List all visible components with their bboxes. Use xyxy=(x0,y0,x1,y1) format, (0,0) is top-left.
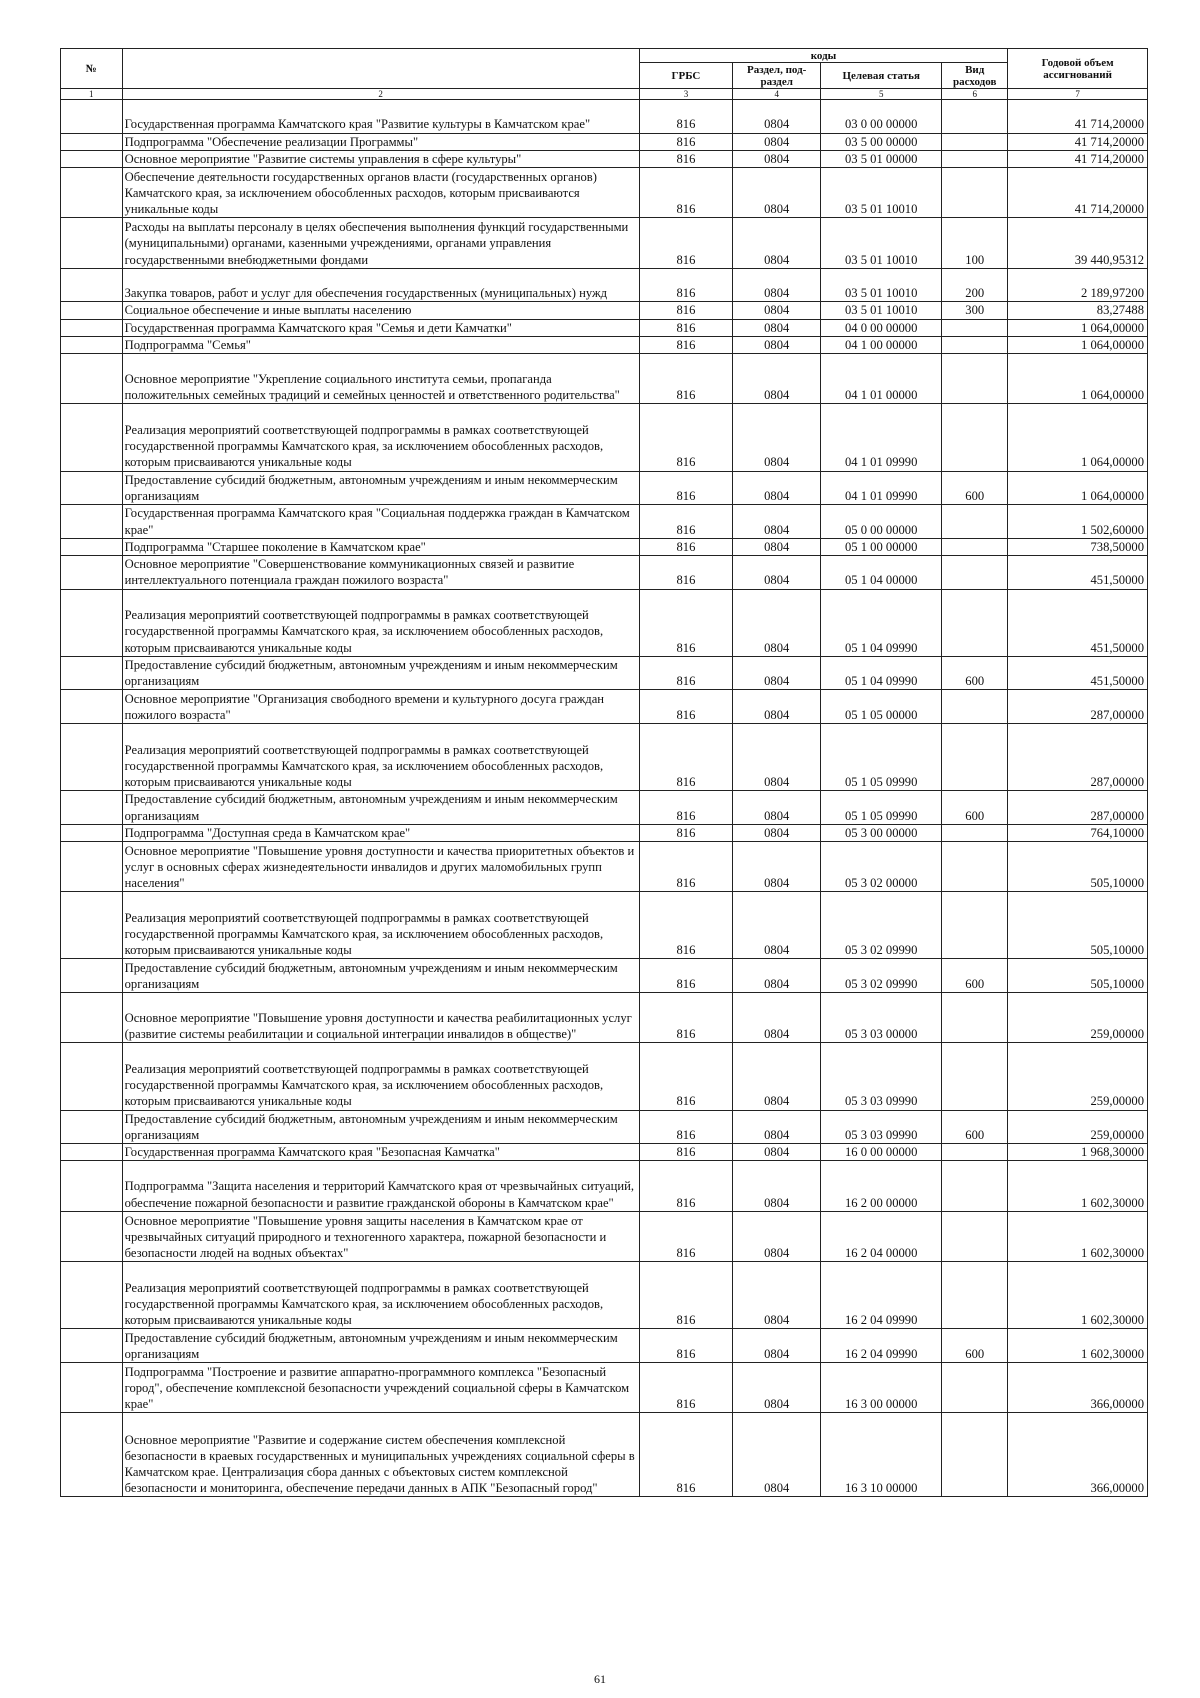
row-article-cell: 05 1 04 09990 xyxy=(821,656,942,690)
table-row xyxy=(61,959,1148,993)
row-name-cell: Реализация мероприятий соответствующей подпрограммы в рамках соответствующей государственной программы Камчатского края, за исключением обособленных расходов, которым присваиваются уникальные коды xyxy=(122,1262,639,1329)
row-amount-cell: 764,10000 xyxy=(1008,824,1148,841)
row-article-cell: 05 3 02 09990 xyxy=(821,892,942,959)
row-number-cell xyxy=(61,268,123,302)
table-row xyxy=(61,218,1148,268)
row-expense-type-cell xyxy=(942,1363,1008,1413)
row-amount-cell: 1 064,00000 xyxy=(1008,353,1148,403)
row-grbs-cell: 816 xyxy=(639,353,733,403)
row-article-cell: 16 2 00 00000 xyxy=(821,1161,942,1211)
row-number-cell xyxy=(61,841,123,891)
row-expense-type-cell: 600 xyxy=(942,959,1008,993)
row-article-cell: 16 3 00 00000 xyxy=(821,1363,942,1413)
table-row xyxy=(61,841,1148,891)
row-number-cell xyxy=(61,690,123,724)
row-expense-type-cell: 600 xyxy=(942,791,1008,825)
column-number: 5 xyxy=(821,89,942,100)
row-name-cell: Обеспечение деятельности государственных органов власти (государственных органов) Камчатского края, за исключением обособленных расходов, которым присваиваются уникальные коды xyxy=(122,168,639,218)
row-expense-type-cell xyxy=(942,824,1008,841)
row-grbs-cell: 816 xyxy=(639,319,733,336)
row-grbs-cell: 816 xyxy=(639,959,733,993)
table-row xyxy=(61,336,1148,353)
row-name-cell: Подпрограмма "Обеспечение реализации Программы" xyxy=(122,133,639,150)
row-amount-cell: 287,00000 xyxy=(1008,791,1148,825)
row-number-cell xyxy=(61,993,123,1043)
row-amount-cell: 259,00000 xyxy=(1008,993,1148,1043)
row-number-cell xyxy=(61,1144,123,1161)
row-amount-cell: 41 714,20000 xyxy=(1008,168,1148,218)
row-article-cell: 16 3 10 00000 xyxy=(821,1413,942,1497)
header-no: № xyxy=(61,49,123,89)
row-amount-cell: 39 440,95312 xyxy=(1008,218,1148,268)
row-number-cell xyxy=(61,336,123,353)
row-section-cell: 0804 xyxy=(733,218,821,268)
row-grbs-cell: 816 xyxy=(639,656,733,690)
row-grbs-cell: 816 xyxy=(639,1144,733,1161)
table-row xyxy=(61,1413,1148,1497)
row-number-cell xyxy=(61,319,123,336)
row-expense-type-cell xyxy=(942,690,1008,724)
column-number: 2 xyxy=(122,89,639,100)
row-expense-type-cell xyxy=(942,100,1008,134)
row-article-cell: 03 0 00 00000 xyxy=(821,100,942,134)
row-grbs-cell: 816 xyxy=(639,1043,733,1110)
row-expense-type-cell xyxy=(942,841,1008,891)
table-row xyxy=(61,268,1148,302)
row-number-cell xyxy=(61,959,123,993)
row-grbs-cell: 816 xyxy=(639,1211,733,1261)
row-expense-type-cell xyxy=(942,1161,1008,1211)
row-amount-cell: 451,50000 xyxy=(1008,656,1148,690)
row-article-cell: 04 1 00 00000 xyxy=(821,336,942,353)
row-name-cell: Предоставление субсидий бюджетным, автономным учреждениям и иным некоммерческим организациям xyxy=(122,791,639,825)
row-grbs-cell: 816 xyxy=(639,218,733,268)
row-article-cell: 03 5 01 00000 xyxy=(821,150,942,167)
table-row xyxy=(61,302,1148,319)
row-number-cell xyxy=(61,505,123,539)
row-expense-type-cell: 600 xyxy=(942,1329,1008,1363)
row-amount-cell: 1 502,60000 xyxy=(1008,505,1148,539)
row-section-cell: 0804 xyxy=(733,824,821,841)
row-name-cell: Реализация мероприятий соответствующей подпрограммы в рамках соответствующей государственной программы Камчатского края, за исключением обособленных расходов, которым присваиваются уникальные коды xyxy=(122,404,639,471)
row-section-cell: 0804 xyxy=(733,892,821,959)
row-grbs-cell: 816 xyxy=(639,555,733,589)
row-section-cell: 0804 xyxy=(733,133,821,150)
row-grbs-cell: 816 xyxy=(639,302,733,319)
row-name-cell: Основное мероприятие "Повышение уровня доступности и качества приоритетных объектов и услуг в основных сферах жизнедеятельности инвалидов и других маломобильных групп населения" xyxy=(122,841,639,891)
row-expense-type-cell xyxy=(942,150,1008,167)
row-amount-cell: 451,50000 xyxy=(1008,555,1148,589)
row-expense-type-cell: 300 xyxy=(942,302,1008,319)
row-amount-cell: 287,00000 xyxy=(1008,690,1148,724)
column-number: 6 xyxy=(942,89,1008,100)
row-name-cell: Социальное обеспечение и иные выплаты населению xyxy=(122,302,639,319)
table-row xyxy=(61,1144,1148,1161)
row-amount-cell: 41 714,20000 xyxy=(1008,100,1148,134)
row-grbs-cell: 816 xyxy=(639,268,733,302)
row-section-cell: 0804 xyxy=(733,1262,821,1329)
row-name-cell: Основное мероприятие "Развитие системы управления в сфере культуры" xyxy=(122,150,639,167)
row-section-cell: 0804 xyxy=(733,690,821,724)
row-amount-cell: 366,00000 xyxy=(1008,1413,1148,1497)
row-grbs-cell: 816 xyxy=(639,150,733,167)
row-name-cell: Основное мероприятие "Повышение уровня защиты населения в Камчатском крае от чрезвычайных ситуаций природного и техногенного характера, пожарной безопасности и безопасности людей на водных объектах" xyxy=(122,1211,639,1261)
row-expense-type-cell: 600 xyxy=(942,656,1008,690)
table-header xyxy=(61,49,1148,100)
row-amount-cell: 366,00000 xyxy=(1008,1363,1148,1413)
row-article-cell: 05 3 02 00000 xyxy=(821,841,942,891)
row-grbs-cell: 816 xyxy=(639,993,733,1043)
row-number-cell xyxy=(61,1161,123,1211)
header-name xyxy=(122,49,639,89)
row-number-cell xyxy=(61,1329,123,1363)
row-expense-type-cell xyxy=(942,168,1008,218)
row-name-cell: Подпрограмма "Доступная среда в Камчатском крае" xyxy=(122,824,639,841)
table-row xyxy=(61,100,1148,134)
row-section-cell: 0804 xyxy=(733,168,821,218)
row-name-cell: Основное мероприятие "Развитие и содержание систем обеспечения комплексной безопасности в краевых государственных и муниципальных учреждениях социальной сферы в Камчатском крае. Централизация сбора данных с объектовых систем комплексной безопасности и мониторинга, обеспечение передачи данных в АПК "Безопасный город" xyxy=(122,1413,639,1497)
row-grbs-cell: 816 xyxy=(639,336,733,353)
row-grbs-cell: 816 xyxy=(639,791,733,825)
row-number-cell xyxy=(61,723,123,790)
row-article-cell: 03 5 01 10010 xyxy=(821,168,942,218)
row-amount-cell: 505,10000 xyxy=(1008,959,1148,993)
column-number-row xyxy=(61,89,1148,100)
row-amount-cell: 1 602,30000 xyxy=(1008,1329,1148,1363)
row-expense-type-cell xyxy=(942,404,1008,471)
row-number-cell xyxy=(61,538,123,555)
row-article-cell: 16 2 04 09990 xyxy=(821,1329,942,1363)
row-grbs-cell: 816 xyxy=(639,1329,733,1363)
table-row xyxy=(61,892,1148,959)
row-number-cell xyxy=(61,353,123,403)
row-expense-type-cell xyxy=(942,1144,1008,1161)
table-body xyxy=(61,100,1148,1497)
row-expense-type-cell xyxy=(942,892,1008,959)
row-section-cell: 0804 xyxy=(733,1363,821,1413)
table-row xyxy=(61,404,1148,471)
row-amount-cell: 505,10000 xyxy=(1008,841,1148,891)
row-section-cell: 0804 xyxy=(733,404,821,471)
row-expense-type-cell: 600 xyxy=(942,471,1008,505)
row-section-cell: 0804 xyxy=(733,1211,821,1261)
table-row xyxy=(61,723,1148,790)
row-grbs-cell: 816 xyxy=(639,824,733,841)
row-article-cell: 05 1 00 00000 xyxy=(821,538,942,555)
row-article-cell: 05 3 02 09990 xyxy=(821,959,942,993)
row-expense-type-cell xyxy=(942,1211,1008,1261)
row-expense-type-cell: 200 xyxy=(942,268,1008,302)
row-number-cell xyxy=(61,1363,123,1413)
row-amount-cell: 83,27488 xyxy=(1008,302,1148,319)
row-amount-cell: 41 714,20000 xyxy=(1008,150,1148,167)
row-amount-cell: 2 189,97200 xyxy=(1008,268,1148,302)
row-grbs-cell: 816 xyxy=(639,1161,733,1211)
row-section-cell: 0804 xyxy=(733,538,821,555)
row-expense-type-cell xyxy=(942,505,1008,539)
table-row xyxy=(61,1211,1148,1261)
row-amount-cell: 1 602,30000 xyxy=(1008,1262,1148,1329)
row-article-cell: 05 1 05 00000 xyxy=(821,690,942,724)
row-amount-cell: 259,00000 xyxy=(1008,1043,1148,1110)
row-name-cell: Основное мероприятие "Повышение уровня доступности и качества реабилитационных услуг (развитие системы реабилитации и социальной интеграции инвалидов в обществе)" xyxy=(122,993,639,1043)
row-article-cell: 03 5 01 10010 xyxy=(821,268,942,302)
row-article-cell: 05 1 05 09990 xyxy=(821,791,942,825)
row-section-cell: 0804 xyxy=(733,150,821,167)
table-row xyxy=(61,505,1148,539)
row-section-cell: 0804 xyxy=(733,1413,821,1497)
row-grbs-cell: 816 xyxy=(639,168,733,218)
row-number-cell xyxy=(61,100,123,134)
table-row xyxy=(61,824,1148,841)
row-expense-type-cell xyxy=(942,555,1008,589)
row-section-cell: 0804 xyxy=(733,1329,821,1363)
row-number-cell xyxy=(61,1413,123,1497)
row-amount-cell: 505,10000 xyxy=(1008,892,1148,959)
row-article-cell: 04 0 00 00000 xyxy=(821,319,942,336)
row-expense-type-cell: 600 xyxy=(942,1110,1008,1144)
row-amount-cell: 1 064,00000 xyxy=(1008,336,1148,353)
row-number-cell xyxy=(61,656,123,690)
row-article-cell: 05 3 00 00000 xyxy=(821,824,942,841)
row-name-cell: Предоставление субсидий бюджетным, автономным учреждениям и иным некоммерческим организациям xyxy=(122,1110,639,1144)
budget-table xyxy=(60,48,1148,1497)
row-name-cell: Основное мероприятие "Совершенствование коммуникационных связей и развитие интеллектуального потенциала граждан пожилого возраста" xyxy=(122,555,639,589)
table-row xyxy=(61,1262,1148,1329)
row-grbs-cell: 816 xyxy=(639,538,733,555)
row-expense-type-cell xyxy=(942,1043,1008,1110)
row-grbs-cell: 816 xyxy=(639,892,733,959)
row-section-cell: 0804 xyxy=(733,841,821,891)
table-row xyxy=(61,133,1148,150)
row-grbs-cell: 816 xyxy=(639,1413,733,1497)
row-name-cell: Предоставление субсидий бюджетным, автономным учреждениям и иным некоммерческим организациям xyxy=(122,471,639,505)
row-number-cell xyxy=(61,892,123,959)
row-grbs-cell: 816 xyxy=(639,505,733,539)
header-grbs: ГРБС xyxy=(639,63,733,89)
row-article-cell: 03 5 01 10010 xyxy=(821,302,942,319)
row-section-cell: 0804 xyxy=(733,555,821,589)
row-name-cell: Подпрограмма "Построение и развитие аппаратно-программного комплекса "Безопасный город", обеспечение комплексной безопасности учреждений социальной сферы в Камчатском крае" xyxy=(122,1363,639,1413)
row-section-cell: 0804 xyxy=(733,302,821,319)
page-number: 61 xyxy=(594,1672,606,1686)
row-article-cell: 16 2 04 09990 xyxy=(821,1262,942,1329)
column-number: 1 xyxy=(61,89,123,100)
row-section-cell: 0804 xyxy=(733,959,821,993)
column-number: 3 xyxy=(639,89,733,100)
row-expense-type-cell xyxy=(942,353,1008,403)
row-number-cell xyxy=(61,302,123,319)
row-section-cell: 0804 xyxy=(733,1110,821,1144)
row-article-cell: 05 0 00 00000 xyxy=(821,505,942,539)
row-grbs-cell: 816 xyxy=(639,100,733,134)
table-row xyxy=(61,791,1148,825)
row-article-cell: 03 5 01 10010 xyxy=(821,218,942,268)
row-grbs-cell: 816 xyxy=(639,471,733,505)
row-number-cell xyxy=(61,589,123,656)
row-name-cell: Основное мероприятие "Организация свободного времени и культурного досуга граждан пожилого возраста" xyxy=(122,690,639,724)
row-number-cell xyxy=(61,150,123,167)
row-amount-cell: 451,50000 xyxy=(1008,589,1148,656)
row-section-cell: 0804 xyxy=(733,505,821,539)
row-number-cell xyxy=(61,824,123,841)
row-expense-type-cell xyxy=(942,336,1008,353)
row-number-cell xyxy=(61,168,123,218)
row-number-cell xyxy=(61,471,123,505)
header-expense-type: Вид расходов xyxy=(942,63,1008,89)
row-number-cell xyxy=(61,133,123,150)
row-section-cell: 0804 xyxy=(733,353,821,403)
row-name-cell: Предоставление субсидий бюджетным, автономным учреждениям и иным некоммерческим организациям xyxy=(122,656,639,690)
row-section-cell: 0804 xyxy=(733,1144,821,1161)
row-section-cell: 0804 xyxy=(733,656,821,690)
row-grbs-cell: 816 xyxy=(639,690,733,724)
row-amount-cell: 41 714,20000 xyxy=(1008,133,1148,150)
row-name-cell: Предоставление субсидий бюджетным, автономным учреждениям и иным некоммерческим организациям xyxy=(122,959,639,993)
table-row xyxy=(61,589,1148,656)
row-name-cell: Основное мероприятие "Укрепление социального института семьи, пропаганда положительных семейных традиций и семейных ценностей и ответственного родительства" xyxy=(122,353,639,403)
row-name-cell: Реализация мероприятий соответствующей подпрограммы в рамках соответствующей государственной программы Камчатского края, за исключением обособленных расходов, которым присваиваются уникальные коды xyxy=(122,723,639,790)
row-name-cell: Предоставление субсидий бюджетным, автономным учреждениям и иным некоммерческим организациям xyxy=(122,1329,639,1363)
row-amount-cell: 738,50000 xyxy=(1008,538,1148,555)
row-grbs-cell: 816 xyxy=(639,589,733,656)
row-number-cell xyxy=(61,1110,123,1144)
row-number-cell xyxy=(61,791,123,825)
row-amount-cell: 287,00000 xyxy=(1008,723,1148,790)
column-number: 7 xyxy=(1008,89,1148,100)
table-row xyxy=(61,690,1148,724)
row-name-cell: Государственная программа Камчатского края "Развитие культуры в Камчатском крае" xyxy=(122,100,639,134)
row-name-cell: Государственная программа Камчатского края "Социальная поддержка граждан в Камчатском крае" xyxy=(122,505,639,539)
row-amount-cell: 1 064,00000 xyxy=(1008,471,1148,505)
row-section-cell: 0804 xyxy=(733,993,821,1043)
row-name-cell: Подпрограмма "Старшее поколение в Камчатском крае" xyxy=(122,538,639,555)
row-article-cell: 05 1 05 09990 xyxy=(821,723,942,790)
table-row xyxy=(61,150,1148,167)
row-section-cell: 0804 xyxy=(733,471,821,505)
row-number-cell xyxy=(61,404,123,471)
row-expense-type-cell xyxy=(942,589,1008,656)
row-section-cell: 0804 xyxy=(733,336,821,353)
row-section-cell: 0804 xyxy=(733,319,821,336)
table-row xyxy=(61,656,1148,690)
row-section-cell: 0804 xyxy=(733,1161,821,1211)
row-name-cell: Государственная программа Камчатского края "Безопасная Камчатка" xyxy=(122,1144,639,1161)
row-article-cell: 04 1 01 00000 xyxy=(821,353,942,403)
row-amount-cell: 1 064,00000 xyxy=(1008,319,1148,336)
header-codes: коды xyxy=(639,49,1008,63)
row-amount-cell: 1 064,00000 xyxy=(1008,404,1148,471)
row-article-cell: 05 3 03 09990 xyxy=(821,1110,942,1144)
row-article-cell: 03 5 00 00000 xyxy=(821,133,942,150)
row-expense-type-cell xyxy=(942,319,1008,336)
row-article-cell: 16 2 04 00000 xyxy=(821,1211,942,1261)
row-grbs-cell: 816 xyxy=(639,404,733,471)
row-section-cell: 0804 xyxy=(733,100,821,134)
row-article-cell: 04 1 01 09990 xyxy=(821,404,942,471)
header-section: Раздел, под-раздел xyxy=(733,63,821,89)
table-row xyxy=(61,319,1148,336)
table-row xyxy=(61,1363,1148,1413)
row-expense-type-cell: 100 xyxy=(942,218,1008,268)
table-row xyxy=(61,168,1148,218)
table-row xyxy=(61,555,1148,589)
row-number-cell xyxy=(61,1262,123,1329)
row-amount-cell: 1 602,30000 xyxy=(1008,1211,1148,1261)
row-amount-cell: 1 602,30000 xyxy=(1008,1161,1148,1211)
row-article-cell: 16 0 00 00000 xyxy=(821,1144,942,1161)
row-grbs-cell: 816 xyxy=(639,1262,733,1329)
row-article-cell: 05 3 03 09990 xyxy=(821,1043,942,1110)
row-number-cell xyxy=(61,1043,123,1110)
row-article-cell: 05 3 03 00000 xyxy=(821,993,942,1043)
row-name-cell: Расходы на выплаты персоналу в целях обеспечения выполнения функций государственными (муниципальными) органами, казенными учреждениями, органами управления государственными внебюджетными фондами xyxy=(122,218,639,268)
table-row xyxy=(61,1161,1148,1211)
row-section-cell: 0804 xyxy=(733,1043,821,1110)
row-grbs-cell: 816 xyxy=(639,133,733,150)
row-article-cell: 04 1 01 09990 xyxy=(821,471,942,505)
row-name-cell: Государственная программа Камчатского края "Семья и дети Камчатки" xyxy=(122,319,639,336)
table-row xyxy=(61,538,1148,555)
header-annual: Годовой объем ассигнований xyxy=(1008,49,1148,89)
row-grbs-cell: 816 xyxy=(639,1363,733,1413)
header-article: Целевая статья xyxy=(821,63,942,89)
row-amount-cell: 1 968,30000 xyxy=(1008,1144,1148,1161)
row-amount-cell: 259,00000 xyxy=(1008,1110,1148,1144)
row-number-cell xyxy=(61,555,123,589)
column-number: 4 xyxy=(733,89,821,100)
row-expense-type-cell xyxy=(942,993,1008,1043)
row-name-cell: Закупка товаров, работ и услуг для обеспечения государственных (муниципальных) нужд xyxy=(122,268,639,302)
row-expense-type-cell xyxy=(942,1413,1008,1497)
row-grbs-cell: 816 xyxy=(639,723,733,790)
row-name-cell: Подпрограмма "Защита населения и территорий Камчатского края от чрезвычайных ситуаций, обеспечение пожарной безопасности и развитие гражданской обороны в Камчатском крае" xyxy=(122,1161,639,1211)
row-section-cell: 0804 xyxy=(733,723,821,790)
table-row xyxy=(61,1329,1148,1363)
row-article-cell: 05 1 04 00000 xyxy=(821,555,942,589)
table-row xyxy=(61,471,1148,505)
row-grbs-cell: 816 xyxy=(639,1110,733,1144)
row-expense-type-cell xyxy=(942,723,1008,790)
row-expense-type-cell xyxy=(942,1262,1008,1329)
row-name-cell: Реализация мероприятий соответствующей подпрограммы в рамках соответствующей государственной программы Камчатского края, за исключением обособленных расходов, которым присваиваются уникальные коды xyxy=(122,892,639,959)
row-section-cell: 0804 xyxy=(733,589,821,656)
row-article-cell: 05 1 04 09990 xyxy=(821,589,942,656)
row-name-cell: Реализация мероприятий соответствующей подпрограммы в рамках соответствующей государственной программы Камчатского края, за исключением обособленных расходов, которым присваиваются уникальные коды xyxy=(122,589,639,656)
row-grbs-cell: 816 xyxy=(639,841,733,891)
row-expense-type-cell xyxy=(942,538,1008,555)
table-row xyxy=(61,1043,1148,1110)
row-number-cell xyxy=(61,1211,123,1261)
row-section-cell: 0804 xyxy=(733,268,821,302)
row-section-cell: 0804 xyxy=(733,791,821,825)
table-row xyxy=(61,993,1148,1043)
row-number-cell xyxy=(61,218,123,268)
row-name-cell: Подпрограмма "Семья" xyxy=(122,336,639,353)
table-row xyxy=(61,1110,1148,1144)
row-expense-type-cell xyxy=(942,133,1008,150)
row-name-cell: Реализация мероприятий соответствующей подпрограммы в рамках соответствующей государственной программы Камчатского края, за исключением обособленных расходов, которым присваиваются уникальные коды xyxy=(122,1043,639,1110)
table-row xyxy=(61,353,1148,403)
